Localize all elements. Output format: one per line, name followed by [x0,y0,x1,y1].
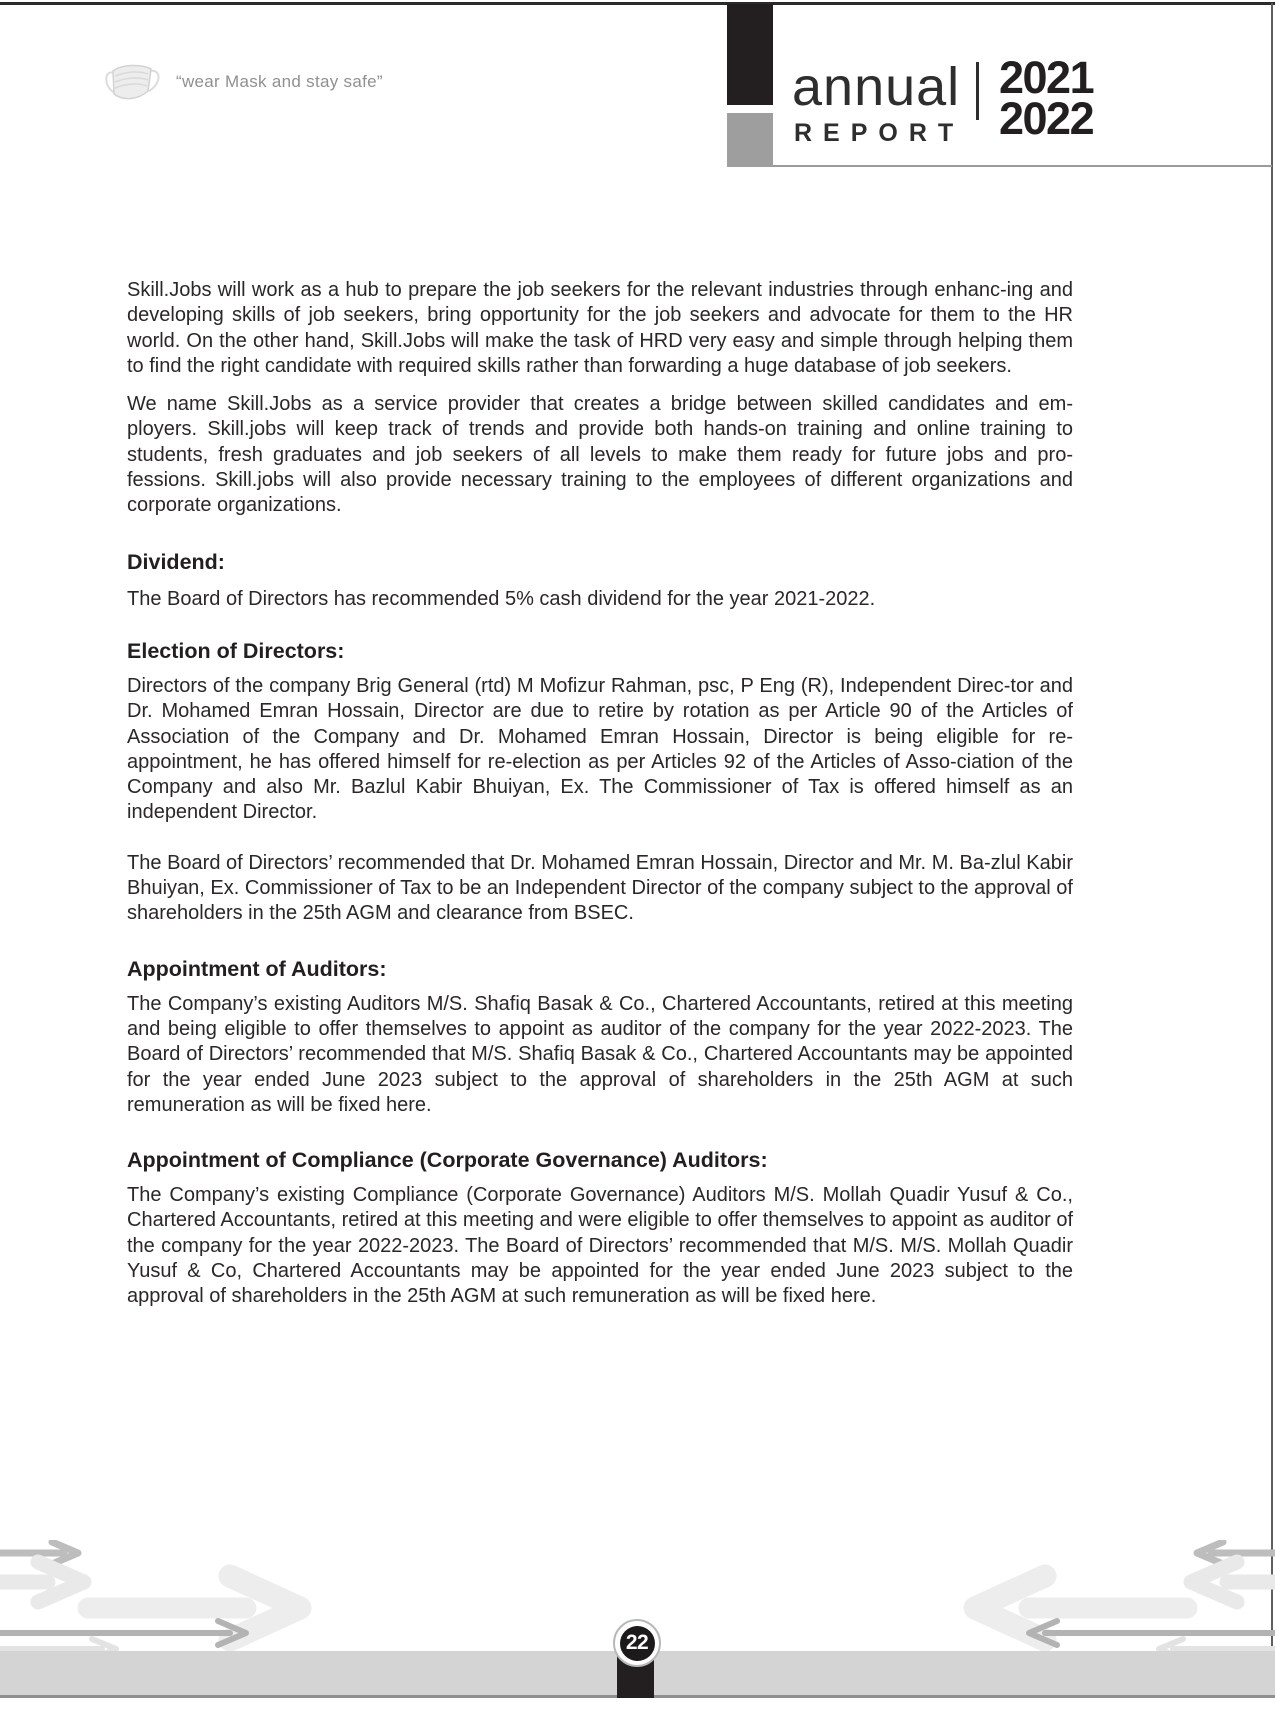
auditors-paragraph: The Company’s existing Auditors M/S. Shafiq Basak & Co., Chartered Accountants, retired at this meeting and being eligible to offer themselves to appoint as auditor of the company for the year 2022-2023. The Board of Directors’ recommended that M/S. Shafiq Basak & Co., Chartered Accountants may be appointed for the year ended June 2023 subject to the approval of shareholders in the 25th AGM at such remuneration as will be fixed here. [127,992,1073,1116]
page-content [127,278,1073,1310]
section-heading-election: Election of Directors: [127,638,345,663]
logo-year-top: 2021 [999,52,1094,103]
section-heading-dividend: Dividend: [127,549,225,574]
intro-paragraph-1: Skill.Jobs will work as a hub to prepare the job seekers for the relevant industries through enhanc-ing and developing skills of job seekers, bring opportunity for the job seekers and advocate for them to the HR world. On the other hand, Skill.Jobs will make the task of HRD very easy and simple through helping them to find the right candidate with required skills rather than forwarding a huge database of job seekers. [127,279,1073,377]
intro-paragraph-2: We name Skill.Jobs as a service provider that creates a bridge between skilled candidates and em-ployers. Skill.jobs will keep track of trends and provide both hands-on training and online training to students, fresh graduates and job seekers of all levels to make them ready for future jobs and pro-fessions. Skill.jobs will also provide necessary training to the employees of different organizations and corporate organizations. [127,393,1073,517]
logo-gray-block [727,113,773,167]
logo-divider-line [976,62,979,120]
logo-title: annual [792,57,961,117]
logo-year-bottom: 2022 [999,93,1094,144]
election-paragraph-1: Directors of the company Brig General (rtd) M Mofizur Rahman, psc, P Eng (R), Independent Direc-tor and Dr. Mohamed Emran Hossain, Director are due to retire by rotation as per Article 90 of the Articles of Association of the Company and Dr. Mohamed Emran Hossain, Director is being eligible for re-appointment, he has offered himself for re-election as per Articles 92 of the Articles of Asso-ciation of the Company and also Mr. Bazlul Kabir Bhuiyan, Ex. The Commissioner of Tax is offered himself as an independent Director. [127,674,1073,824]
logo-subtitle: REPORT [794,119,965,147]
page-number: 22 [620,1626,655,1661]
left-pointing-arrows [975,1542,1275,1659]
logo-years [999,52,1094,144]
section-heading-compliance-auditors: Appointment of Compliance (Corporate Governance) Auditors: [127,1148,768,1173]
compliance-paragraph: The Company’s existing Compliance (Corporate Governance) Auditors M/S. Mollah Quadir Yusuf & Co., Chartered Accountants, retired at this meeting and were eligible to offer themselves to appoint as auditor of the company for the year 2022-2023. The Board of Directors’ recommended that M/S. M/S. Mollah Quadir Yusuf & Co, Chartered Accountants may be appointed for the year ended June 2023 subject to the approval of shareholders in the 25th AGM at such remuneration as will be fixed here. [127,1184,1073,1308]
page-right-border [1271,3,1273,1651]
mask-tagline [100,60,383,104]
section-heading-auditors: Appointment of Auditors: [127,956,387,981]
election-paragraph-2: The Board of Directors’ recommended that Dr. Mohamed Emran Hossain, Director and Mr. M. Ba-zlul Kabir Bhuiyan, Ex. Commissioner of Tax to be an Independent Director of the company subject to the approval of shareholders in the 25th AGM and clearance from BSEC. [127,851,1073,925]
right-pointing-arrows [0,1542,300,1659]
face-mask-icon [100,60,168,104]
logo-black-block [727,4,773,105]
page-top-border [0,2,1275,5]
page-number-badge [613,1619,661,1667]
dividend-paragraph: The Board of Directors has recommended 5% cash dividend for the year 2021-2022. [127,587,876,610]
logo-baseline-rule [773,165,1272,167]
tagline-text: “wear Mask and stay safe” [176,72,383,91]
